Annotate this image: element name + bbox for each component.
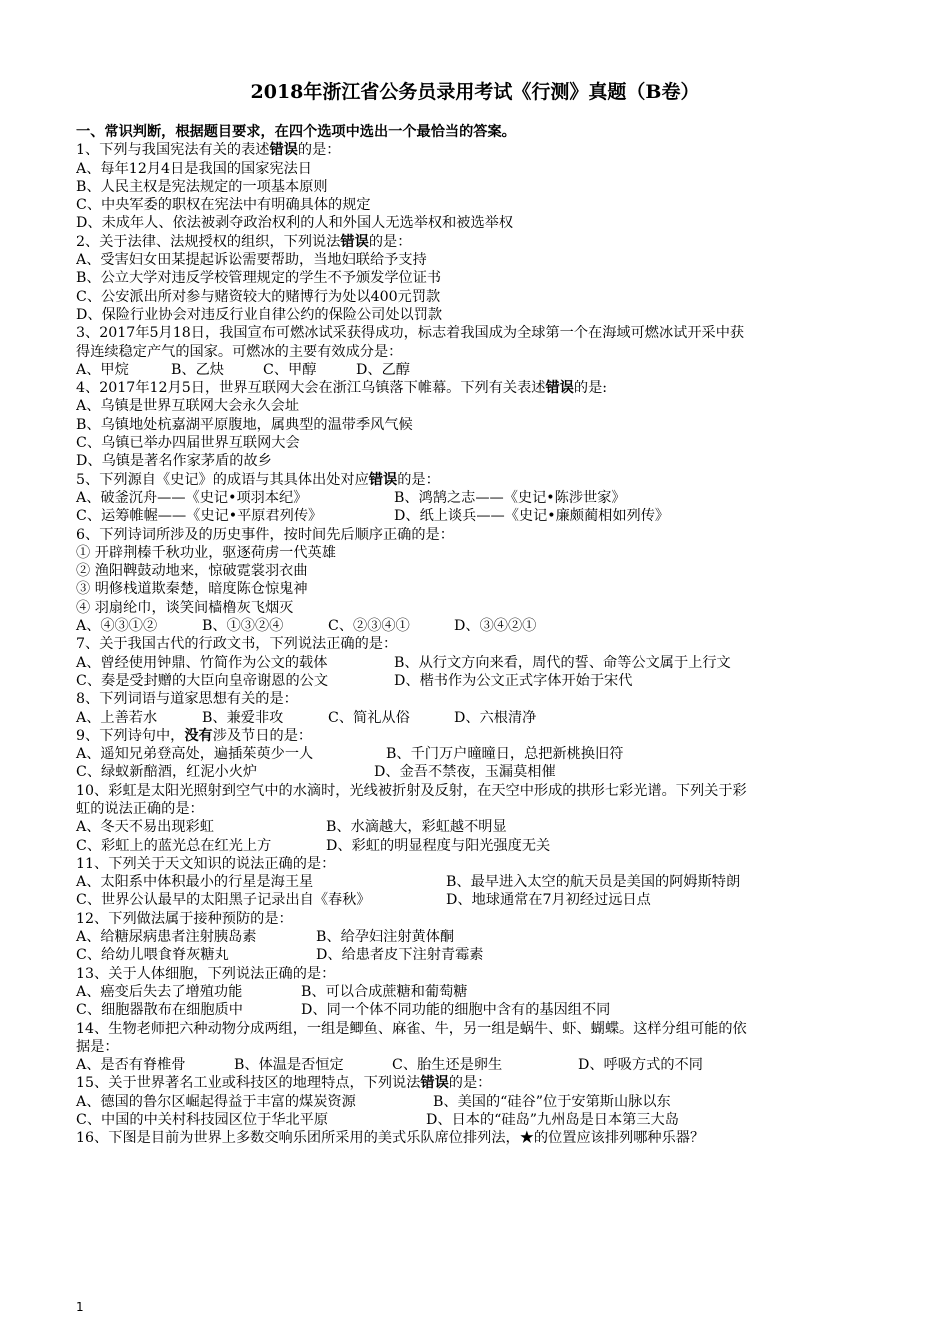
question-11-option-a: A、太阳系中体积最小的行星是海王星: [76, 874, 314, 891]
question-5-options-row2: [76, 507, 876, 525]
question-5-stem: 5、下列源自《史记》的成语与其具体出处对应错误的是：: [76, 471, 440, 488]
question-11-option-d: D、地球通常在7月初经过远日点: [446, 892, 651, 909]
question-1-option-d: D、未成年人、依法被剥夺政治权利的人和外国人无选举权和被选举权: [76, 215, 514, 232]
question-14-option-d: D、呼吸方式的不同: [578, 1057, 703, 1074]
question-7-options-row1: [76, 654, 876, 672]
question-3-option-d: D、乙醇: [356, 361, 410, 378]
question-2-option-a: A、受害妇女田某提起诉讼需要帮助，当地妇联给予支持: [76, 252, 427, 269]
document-body: [76, 123, 876, 1148]
question-3-option-c: C、甲醇: [263, 361, 317, 378]
question-10-option-d: D、彩虹的明显程度与阳光强度无关: [326, 837, 551, 854]
question-6-item-1: ① 开辟荆榛千秋功业，驱逐荷虏一代英雄: [76, 544, 336, 561]
question-11-options-row2: [76, 891, 876, 909]
question-3-option-b: B、乙炔: [171, 361, 224, 378]
question-9-option-b: B、千门万户曈曈日，总把新桃换旧符: [386, 746, 624, 763]
question-14-options: [76, 1056, 876, 1074]
section-heading: 一、常识判断，根据题目要求，在四个选项中选出一个最恰当的答案。: [76, 124, 516, 140]
question-6-option-d: D、③④②①: [454, 618, 537, 635]
question-1-option-b: B、人民主权是宪法规定的一项基本原则: [76, 178, 328, 195]
question-13-options-row1: [76, 983, 876, 1001]
question-12-options-row2: [76, 946, 876, 964]
question-6-item-4: ④ 羽扇纶巾，谈笑间樯橹灰飞烟灭: [76, 599, 294, 616]
question-3-stem-cont: 得连续稳定产气的国家。可燃冰的主要有效成分是：: [76, 343, 403, 360]
question-9-stem: 9、下列诗句中，没有涉及节日的是：: [76, 727, 313, 744]
question-15-option-d: D、日本的“硅岛”九州岛是日本第三大岛: [426, 1112, 679, 1129]
question-15-option-b: B、美国的“硅谷”位于安第斯山脉以东: [433, 1093, 671, 1110]
question-6-option-b: B、①③②④: [202, 618, 284, 635]
question-14-option-b: B、体温是否恒定: [234, 1057, 344, 1074]
question-15-stem: 15、关于世界著名工业或科技区的地理特点，下列说法错误的是：: [76, 1075, 492, 1092]
question-14-stem: 14、生物老师把六种动物分成两组，一组是鲫鱼、麻雀、牛，另一组是蜗牛、虾、蝴蝶。这样分组可能的依: [76, 1020, 747, 1037]
question-8-option-c: C、简礼从俗: [328, 709, 410, 726]
question-8-options: [76, 709, 876, 727]
question-3-option-a: A、甲烷: [76, 361, 129, 378]
question-7-option-c: C、奏是受封赠的大臣向皇帝谢恩的公文: [76, 672, 329, 689]
question-14-stem-cont: 据是：: [76, 1038, 119, 1055]
question-12-stem: 12、下列做法属于接种预防的是：: [76, 910, 293, 927]
question-7-options-row2: [76, 672, 876, 690]
question-12-option-a: A、给糖尿病患者注射胰岛素: [76, 929, 257, 946]
question-3-options: [76, 361, 876, 379]
question-10-stem: 10、彩虹是太阳光照射到空气中的水滴时，光线被折射及反射，在天空中形成的拱形七彩光谱。下列关于彩: [76, 782, 747, 799]
question-8-stem: 8、下列词语与道家思想有关的是：: [76, 691, 298, 708]
document-title: 2018年浙江省公务员录用考试《行测》真题（B卷）: [250, 81, 700, 103]
question-12-option-b: B、给孕妇注射黄体酮: [316, 929, 455, 946]
question-10-option-a: A、冬天不易出现彩虹: [76, 819, 214, 836]
question-5-option-c: C、运筹帷幄——《史记•平原君列传》: [76, 508, 323, 525]
question-15-options-row1: [76, 1093, 876, 1111]
question-13-option-c: C、细胞器散布在细胞质中: [76, 1002, 243, 1019]
question-15-options-row2: [76, 1111, 876, 1129]
question-10-option-b: B、水滴越大，彩虹越不明显: [326, 819, 507, 836]
question-14-option-a: A、是否有脊椎骨: [76, 1057, 186, 1074]
question-9-options-row1: [76, 745, 876, 763]
question-2-option-d: D、保险行业协会对违反行业自律公约的保险公司处以罚款: [76, 306, 443, 323]
question-6-item-2: ② 渔阳鞞鼓动地来，惊破霓裳羽衣曲: [76, 563, 308, 580]
question-6-item-3: ③ 明修栈道欺秦楚，暗度陈仓惊鬼神: [76, 581, 308, 598]
question-6-options: [76, 617, 876, 635]
question-6-stem: 6、下列诗词所涉及的历史事件，按时间先后顺序正确的是：: [76, 526, 454, 543]
question-12-options-row1: [76, 928, 876, 946]
question-1-option-a: A、每年12月4日是我国的国家宪法日: [76, 160, 312, 177]
question-16-stem: 16、下图是目前为世界上多数交响乐团所采用的美式乐队席位排列法，★的位置应该排列哪种乐器？: [76, 1130, 705, 1147]
question-15-option-c: C、中国的中关村科技园区位于华北平原: [76, 1112, 329, 1129]
question-9-option-d: D、金吾不禁夜，玉漏莫相催: [374, 764, 556, 781]
question-1-option-c: C、中央军委的职权在宪法中有明确具体的规定: [76, 197, 371, 214]
question-9-options-row2: [76, 763, 876, 781]
question-10-stem-cont: 虹的说法正确的是：: [76, 800, 204, 817]
question-12-option-c: C、给幼儿喂食脊灰糖丸: [76, 947, 229, 964]
question-4-option-a: A、乌镇是世界互联网大会永久会址: [76, 398, 300, 415]
question-4-stem: 4、2017年12月5日，世界互联网大会在浙江乌镇落下帷幕。下列有关表述错误的是:: [76, 380, 608, 397]
question-4-option-b: B、乌镇地处杭嘉湖平原腹地，属典型的温带季风气候: [76, 416, 413, 433]
question-7-option-b: B、从行文方向来看，周代的誓、命等公文属于上行文: [394, 654, 731, 671]
question-10-options-row1: [76, 818, 876, 836]
question-13-stem: 13、关于人体细胞，下列说法正确的是：: [76, 965, 336, 982]
question-15-option-a: A、德国的鲁尔区崛起得益于丰富的煤炭资源: [76, 1093, 356, 1110]
question-9-option-c: C、绿蚁新醅酒，红泥小火炉: [76, 764, 258, 781]
question-11-option-b: B、最早进入太空的航天员是美国的阿姆斯特朗: [446, 874, 741, 891]
question-11-option-c: C、世界公认最早的太阳黑子记录出自《春秋》: [76, 892, 371, 909]
question-2-stem: 2、关于法律、法规授权的组织，下列说法错误的是：: [76, 233, 412, 250]
question-5-option-a: A、破釜沉舟——《史记•项羽本纪》: [76, 489, 308, 506]
question-7-stem: 7、关于我国古代的行政文书，下列说法正确的是：: [76, 636, 398, 653]
question-12-option-d: D、给患者皮下注射青霉素: [316, 947, 484, 964]
question-9-option-a: A、遥知兄弟登高处，遍插茱萸少一人: [76, 746, 314, 763]
question-7-option-a: A、曾经使用钟鼎、竹简作为公文的载体: [76, 654, 328, 671]
question-11-options-row1: [76, 873, 876, 891]
question-8-option-d: D、六根清净: [454, 709, 537, 726]
question-10-options-row2: [76, 837, 876, 855]
question-8-option-a: A、上善若水: [76, 709, 158, 726]
question-6-option-a: A、④③①②: [76, 618, 158, 635]
question-11-stem: 11、下列关于天文知识的说法正确的是：: [76, 855, 336, 872]
question-5-option-d: D、纸上谈兵——《史记•廉颇蔺相如列传》: [394, 508, 670, 525]
question-13-option-b: B、可以合成蔗糖和葡萄糖: [301, 983, 468, 1000]
question-13-option-a: A、癌变后失去了增殖功能: [76, 983, 243, 1000]
question-5-option-b: B、鸿鹄之志——《史记•陈涉世家》: [394, 489, 626, 506]
question-3-stem: 3、2017年5月18日，我国宣布可燃冰试采获得成功，标志着我国成为全球第一个在海域可燃冰试开采中获: [76, 325, 745, 342]
question-4-option-c: C、乌镇已举办四届世界互联网大会: [76, 435, 300, 452]
question-13-options-row2: [76, 1001, 876, 1019]
question-7-option-d: D、楷书作为公文正式字体开始于宋代: [394, 672, 633, 689]
page-number: 1: [76, 1300, 84, 1314]
question-10-option-c: C、彩虹上的蓝光总在红光上方: [76, 837, 272, 854]
question-2-option-c: C、公安派出所对参与赌资较大的赌博行为处以400元罚款: [76, 288, 441, 305]
question-13-option-d: D、同一个体不同功能的细胞中含有的基因组不同: [301, 1002, 611, 1019]
question-4-option-d: D、乌镇是著名作家茅盾的故乡: [76, 453, 272, 470]
question-1-stem: 1、下列与我国宪法有关的表述错误的是：: [76, 142, 341, 159]
question-14-option-c: C、胎生还是卵生: [392, 1057, 503, 1074]
question-5-options-row1: [76, 489, 876, 507]
question-6-option-c: C、②③④①: [328, 618, 410, 635]
question-2-option-b: B、公立大学对违反学校管理规定的学生不予颁发学位证书: [76, 270, 442, 287]
question-8-option-b: B、兼爱非攻: [202, 709, 284, 726]
